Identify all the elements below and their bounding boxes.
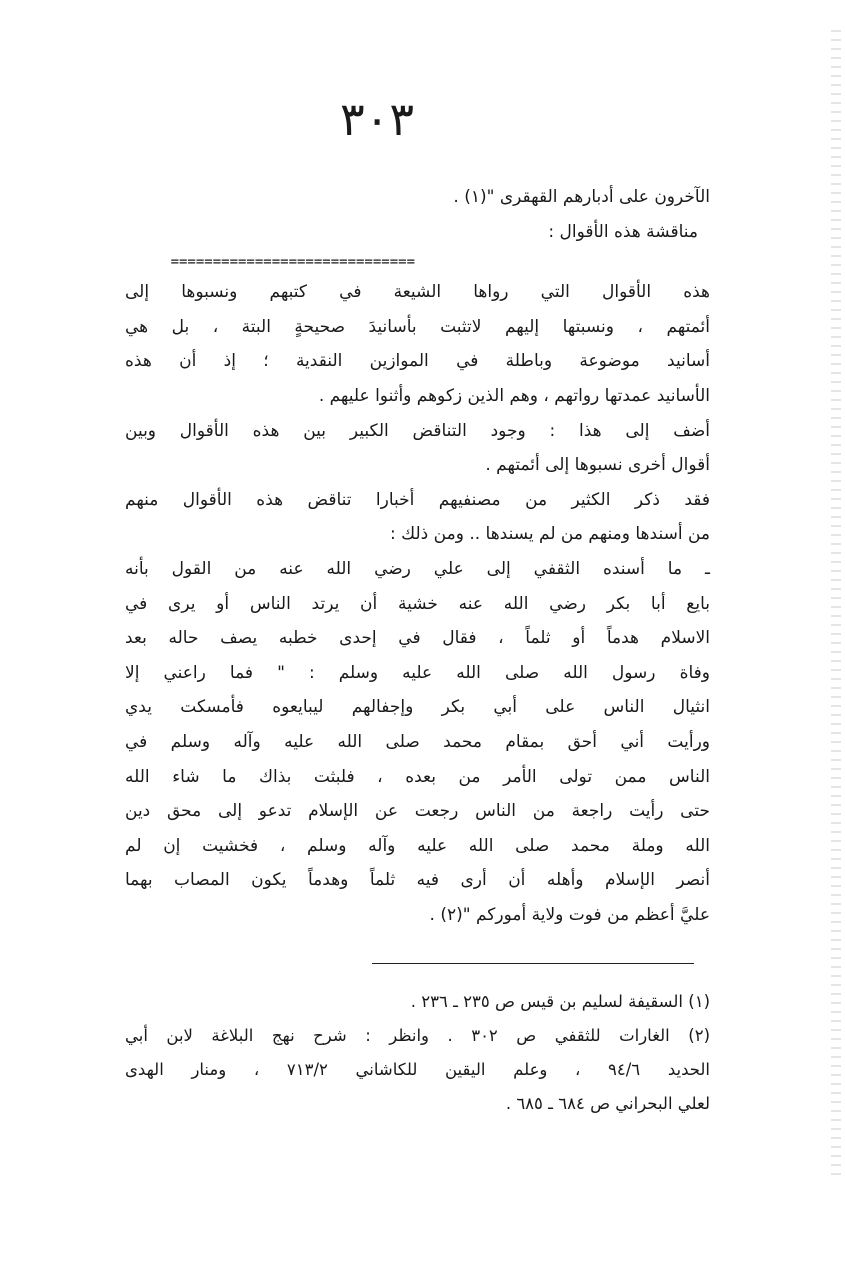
- text-line: الأسانيد عمدتها رواتهم ، وهم الذين زكوهم وأثنوا عليهم .: [318, 385, 710, 406]
- text-line: أقوال أخرى نسبوها إلى أئمتهم .: [485, 455, 710, 476]
- text-line: وفاة رسول الله صلى الله عليه وسلم : " فما راعني إلا: [125, 662, 710, 683]
- scan-edge-artifact: [831, 30, 841, 1180]
- footnote-separator: [372, 963, 694, 964]
- main-text: [125, 180, 710, 932]
- text-line: بايع أبا بكر رضي الله عنه خشية أن يرتد الناس أو يرى في: [125, 593, 710, 614]
- text-line: فقد ذكر الكثير من مصنفيهم أخبارا تناقض هذه الأقوال منهم: [125, 489, 710, 510]
- text-line: أنصر الإسلام وأهله أن أرى فيه ثلماً وهدماً يكون المصاب بهما: [125, 870, 710, 891]
- text-line: أئمتهم ، ونسبتها إليهم لاتثبت بأسانيدَ صحيحةٍ البتة ، بل هي: [125, 316, 710, 337]
- footnote-line: الحديد ٩٤/٦ ، وعلم اليقين للكاشاني ٧١٣/٢ ، ومنار الهدى: [125, 1060, 710, 1079]
- section-heading: مناقشة هذه الأقوال :: [548, 221, 698, 242]
- text-line: انثيال الناس على أبي بكر وإجفالهم ليبايعوه فأمسكت يدي: [125, 697, 710, 718]
- text-line: الاسلام هدماً أو ثلماً ، فقال في إحدى خطبه يصف حاله بعد: [125, 628, 710, 649]
- page-number: ٣٠٣: [340, 92, 415, 146]
- text-line: الله وملة محمد صلى الله عليه وآله وسلم ، فخشيت إن لم: [125, 835, 710, 856]
- text-line: هذه الأقوال التي رواها الشيعة في كتبهم ونسبوها إلى: [125, 282, 710, 303]
- text-line: حتى رأيت راجعة من الناس رجعت عن الإسلام تدعو إلى محق دين: [125, 801, 710, 822]
- heading-underline: =============================: [170, 254, 415, 271]
- text-line: ـ ما أسنده الثقفي إلى علي رضي الله عنه من القول بأنه: [125, 558, 710, 579]
- text-line: عليَّ أعظم من فوت ولاية أموركم "(٢) .: [429, 904, 710, 925]
- footnote-line: لعلي البحراني ص ٦٨٤ ـ ٦٨٥ .: [505, 1094, 710, 1113]
- text-line: ورأيت أني أحق بمقام محمد صلى الله عليه وآله وسلم في: [125, 731, 710, 752]
- footnotes: [125, 985, 710, 1121]
- text-line: الآخرون على أدبارهم القهقرى "(١) .: [453, 187, 710, 207]
- footnote-line: (٢) الغارات للثقفي ص ٣٠٢ . وانظر : شرح نهج البلاغة لابن أبي: [125, 1026, 710, 1045]
- text-line: الناس ممن تولى الأمر من بعده ، فلبثت بذاك ما شاء الله: [125, 766, 710, 787]
- text-line: أضف إلى هذا : وجود التناقض الكبير بين هذه الأقوال وبين: [125, 420, 710, 441]
- footnote-line: (١) السقيفة لسليم بن قيس ص ٢٣٥ ـ ٢٣٦ .: [410, 992, 710, 1011]
- text-line: أسانيد موضوعة وباطلة في الموازين النقدية ؛ إذ أن هذه: [125, 351, 710, 372]
- text-line: من أسندها ومنهم من لم يسندها .. ومن ذلك :: [390, 524, 710, 545]
